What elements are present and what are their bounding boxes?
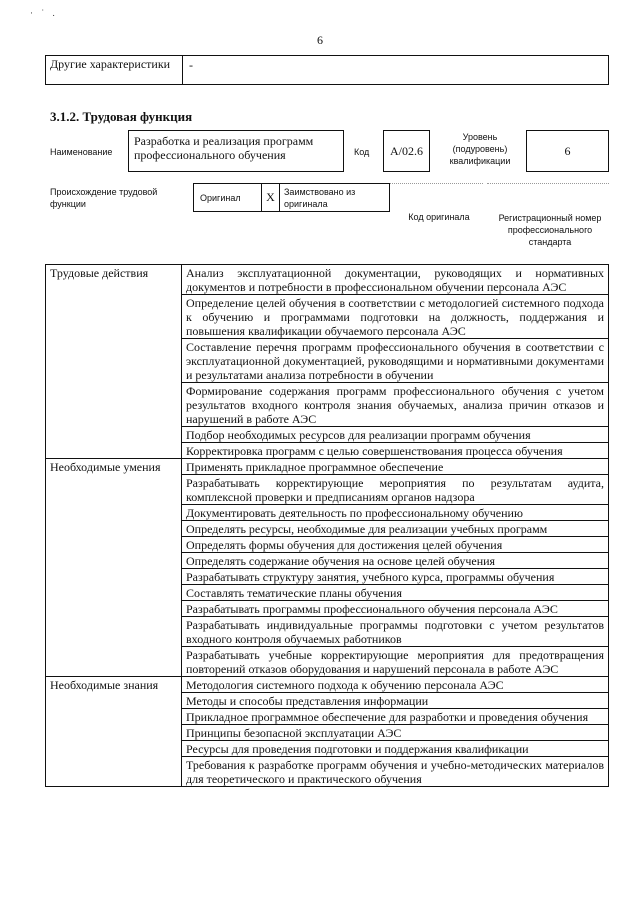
reg-number-cell xyxy=(487,183,609,212)
original-code-cell xyxy=(390,183,483,212)
origin-row xyxy=(193,183,609,212)
required-knowledge-item: Принципы безопасной эксплуатации АЭС xyxy=(182,725,609,741)
labor-actions-item: Определение целей обучения в соответствии с методологией системного подхода к обучению и программами подготовки на должность, поддержания и повышения квалификации обучаемого персонала АЭС xyxy=(182,295,609,339)
required-skills-item: Определять содержание обучения на основе целей обучения xyxy=(182,553,609,569)
other-characteristics-label: Другие характеристики xyxy=(46,56,183,84)
required-knowledge-item: Требования к разработке программ обучения и учебно-методических материалов для теоретического и практического обучения xyxy=(182,757,609,787)
table-row xyxy=(46,459,609,475)
required-knowledge-item: Ресурсы для проведения подготовки и поддержания квалификации xyxy=(182,741,609,757)
labor-actions-item: Формирование содержания программ профессионального обучения с учетом результатов входного контроля знания обучаемых, анализа причин отказов и нарушений в работе АЭС xyxy=(182,383,609,427)
required-knowledge-header: Необходимые знания xyxy=(46,677,182,787)
required-skills-item: Разрабатывать индивидуальные программы подготовки с учетом результатов входного контроля обучаемых работников xyxy=(182,617,609,647)
scan-specks: · ˙ . xyxy=(30,8,58,18)
code-label: Код xyxy=(354,147,370,157)
name-label: Наименование xyxy=(50,147,113,157)
labor-actions-item: Анализ эксплуатационной документации, руководящих и нормативных документов и потребности в профессиональном обучении персонала АЭС xyxy=(182,265,609,295)
other-characteristics-table xyxy=(45,55,609,85)
required-skills-header: Необходимые умения xyxy=(46,459,182,677)
required-skills-item: Применять прикладное программное обеспечение xyxy=(182,459,609,475)
qualification-level-label: Уровень (подуровень) квалификации xyxy=(449,132,511,166)
original-label: Оригинал xyxy=(193,183,261,212)
origin-label: Происхождение трудовой функции xyxy=(50,187,158,209)
labor-actions-item: Корректировка программ с целью совершенствования процесса обучения xyxy=(182,443,609,459)
required-knowledge-item: Методы и способы представления информации xyxy=(182,693,609,709)
page-number: 6 xyxy=(317,33,323,47)
function-name-box: Разработка и реализация программ профессионального обучения xyxy=(128,130,344,172)
required-skills-item: Документировать деятельность по профессиональному обучению xyxy=(182,505,609,521)
qualification-level-box: 6 xyxy=(526,130,609,172)
required-skills-item: Составлять тематические планы обучения xyxy=(182,585,609,601)
borrowed-label: Заимствовано из оригинала xyxy=(280,183,390,212)
original-mark: X xyxy=(261,183,280,212)
required-skills-item: Разрабатывать учебные корректирующие мероприятия для предотвращения повторений отказов оборудования и нарушений персонала в работе АЭС xyxy=(182,647,609,677)
other-characteristics-value: - xyxy=(189,58,193,72)
required-knowledge-item: Методология системного подхода к обучению персонала АЭС xyxy=(182,677,609,693)
required-skills-item: Разрабатывать структуру занятия, учебного курса, программы обучения xyxy=(182,569,609,585)
section-title: 3.1.2. Трудовая функция xyxy=(50,109,193,124)
labor-actions-item: Составление перечня программ профессионального обучения в соответствии с эксплуатационной документацией, руководящими и нормативными документами и результатами анализа потребности в обучении xyxy=(182,339,609,383)
labor-actions-header: Трудовые действия xyxy=(46,265,182,459)
required-knowledge-item: Прикладное программное обеспечение для разработки и проведения обучения xyxy=(182,709,609,725)
required-skills-item: Разрабатывать программы профессионального обучения персонала АЭС xyxy=(182,601,609,617)
required-skills-item: Разрабатывать корректирующие мероприятия по результатам аудита, комплексной проверки и предписаниям органов надзора xyxy=(182,475,609,505)
required-skills-item: Определять ресурсы, необходимые для реализации учебных программ xyxy=(182,521,609,537)
required-skills-item: Определять формы обучения для достижения целей обучения xyxy=(182,537,609,553)
reg-number-label: Регистрационный номер профессионального стандарта xyxy=(498,213,602,247)
table-row xyxy=(46,265,609,295)
table-row xyxy=(46,677,609,693)
function-code-box: A/02.6 xyxy=(383,130,430,172)
labor-actions-item: Подбор необходимых ресурсов для реализации программ обучения xyxy=(182,427,609,443)
original-code-label: Код оригинала xyxy=(408,212,470,222)
labor-function-table xyxy=(45,264,609,787)
